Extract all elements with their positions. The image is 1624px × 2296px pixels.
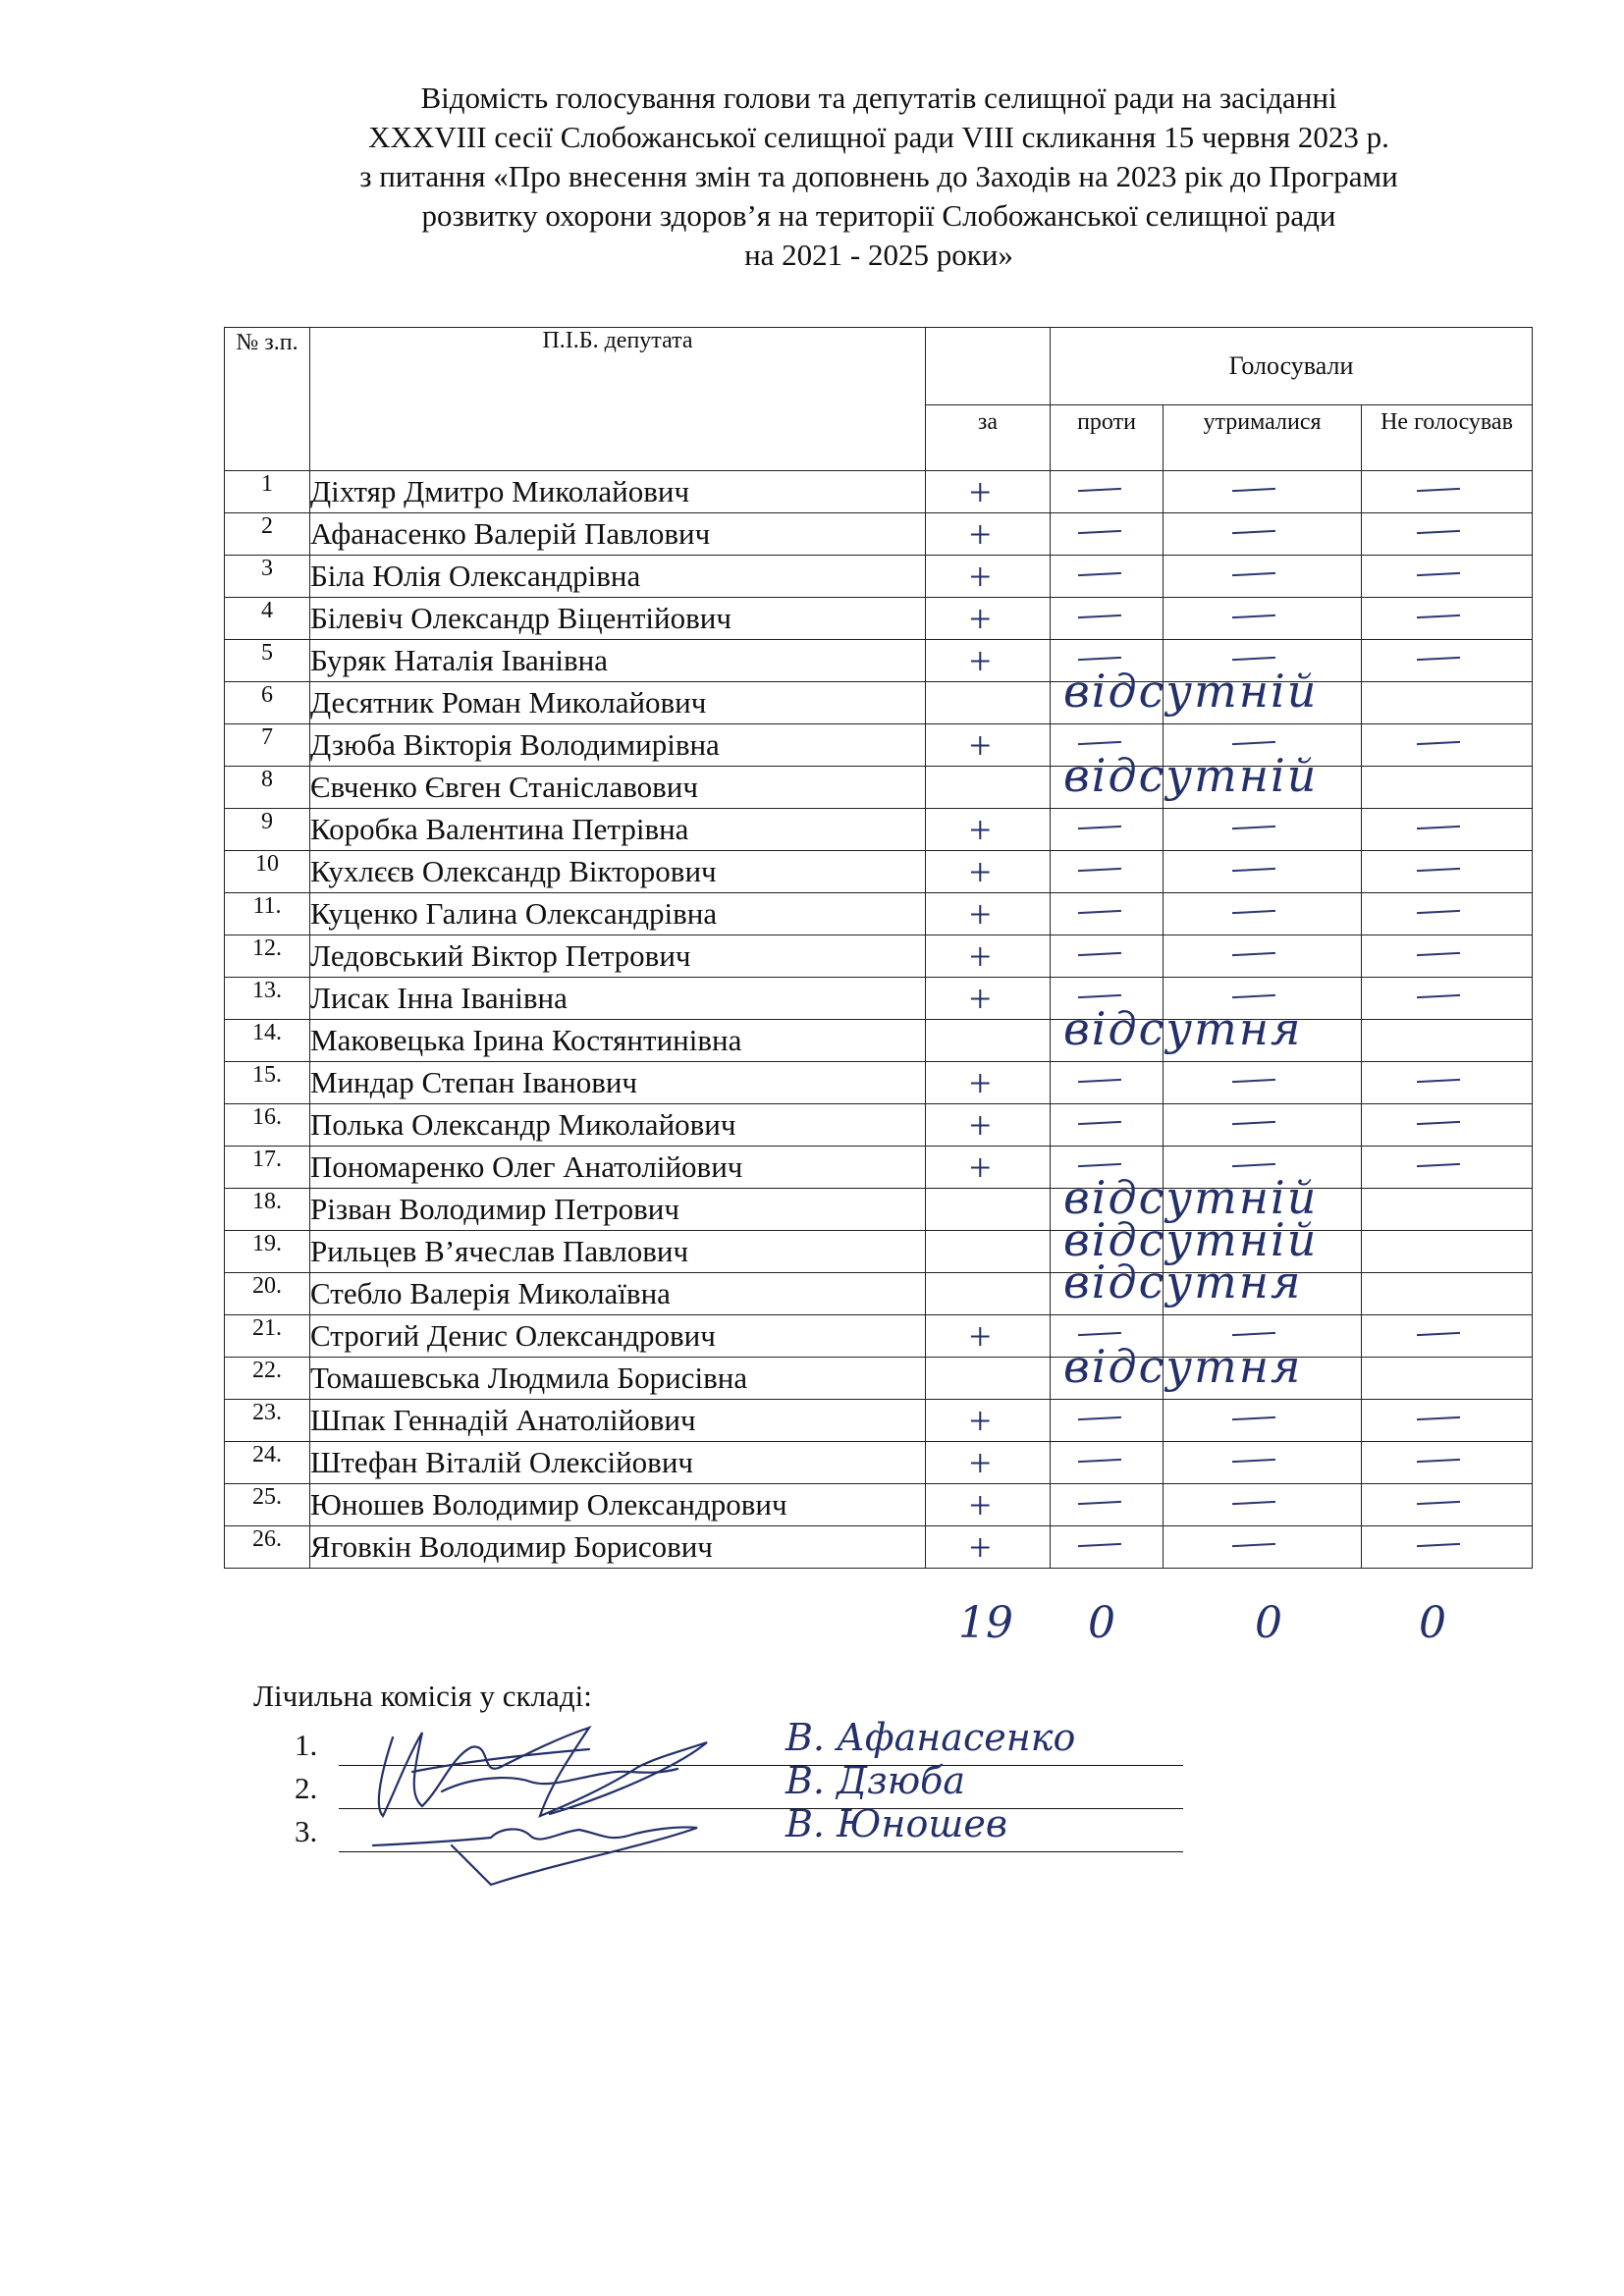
row-number: 11. [225, 893, 310, 935]
title-line-1: Відомість голосування голови та депутатів селищної ради на засіданні [420, 80, 1337, 115]
handwritten-dash-mark [1232, 1163, 1275, 1167]
handwritten-dash-mark [1078, 868, 1121, 872]
handwritten-dash-mark [1232, 1079, 1275, 1083]
vote-for-cell [926, 1002, 1303, 1062]
member-name-1: В. Афанасенко [785, 1716, 1076, 1759]
handwritten-plus-mark: + [969, 1103, 992, 1148]
title-line-4: розвитку охорони здоров’я на території Слобожанської селищної ради [421, 198, 1336, 233]
handwritten-plus-mark: + [969, 555, 992, 599]
deputy-name: Коробка Валентина Петрівна [310, 809, 926, 851]
header-num [225, 328, 310, 471]
deputy-name: Маковецька Ірина Костянтинівна [310, 1020, 926, 1062]
vote-against-cell [1051, 471, 1164, 513]
handwritten-dash-mark [1078, 910, 1121, 914]
vote-for-cell [926, 809, 1051, 851]
row-number: 23. [225, 1400, 310, 1442]
table-row [225, 640, 1533, 682]
row-number: 24. [225, 1442, 310, 1484]
handwritten-plus-mark: + [969, 597, 992, 641]
row-number: 6 [225, 682, 310, 724]
vote-not-voted-cell [1362, 1189, 1533, 1231]
row-number: 21. [225, 1315, 310, 1358]
vote-not-voted-cell [1362, 640, 1533, 682]
deputy-name: Яговкін Володимир Борисович [310, 1526, 926, 1569]
handwritten-plus-mark: + [969, 808, 992, 852]
handwritten-dash-mark [1417, 1543, 1460, 1547]
vote-not-voted-cell [1362, 724, 1533, 767]
header-blank [926, 328, 1051, 405]
handwritten-dash-mark [1078, 826, 1121, 829]
row-number: 25. [225, 1484, 310, 1526]
document-title [226, 79, 1532, 275]
handwritten-dash-mark [1078, 1121, 1121, 1125]
handwritten-plus-mark: + [969, 470, 992, 514]
table-row [225, 1315, 1533, 1358]
handwritten-dash-mark [1078, 572, 1121, 576]
absent-handwritten-note: відсутня [1063, 1340, 1303, 1393]
handwritten-dash-mark [1232, 910, 1275, 914]
table-row [225, 1358, 1533, 1400]
vote-for-cell [926, 851, 1051, 893]
table-row [225, 1484, 1533, 1526]
handwritten-plus-mark: + [969, 723, 992, 768]
vote-for-cell [926, 1484, 1051, 1526]
vote-abstained-cell [1164, 1062, 1362, 1104]
deputy-name: Строгий Денис Олександрович [310, 1315, 926, 1358]
handwritten-plus-mark: + [969, 1146, 992, 1190]
handwritten-dash-mark [1078, 488, 1121, 492]
member-name-2: В. Дзюба [785, 1759, 966, 1802]
vote-abstained-cell [1164, 893, 1362, 935]
row-number: 2 [225, 513, 310, 556]
handwritten-dash-mark [1232, 1501, 1275, 1505]
handwritten-dash-mark [1232, 1459, 1275, 1463]
table-row [225, 893, 1533, 935]
vote-not-voted-cell [1362, 1400, 1533, 1442]
vote-not-voted-cell [1362, 1273, 1533, 1315]
title-line-5: на 2021 - 2025 роки» [744, 238, 1013, 272]
vote-against-cell [1051, 893, 1164, 935]
vote-against-cell [1051, 851, 1164, 893]
handwritten-dash-mark [1078, 530, 1121, 534]
table-row [225, 682, 1533, 724]
header-not-voted [1362, 405, 1533, 471]
row-number: 18. [225, 1189, 310, 1231]
row-number: 1 [225, 471, 310, 513]
title-line-2: XXXVIII сесії Слобожанської селищної ради VIII скликання 15 червня 2023 р. [368, 120, 1389, 154]
vote-for-cell [926, 598, 1051, 640]
handwritten-dash-mark [1417, 572, 1460, 576]
vote-against-cell [1051, 1400, 1164, 1442]
deputy-name: Діхтяр Дмитро Миколайович [310, 471, 926, 513]
vote-against-cell [1051, 513, 1164, 556]
handwritten-dash-mark [1078, 1079, 1121, 1083]
member-num-2: 2. [295, 1771, 318, 1805]
deputy-name: Десятник Роман Миколайович [310, 682, 926, 724]
handwritten-dash-mark [1232, 826, 1275, 829]
vote-not-voted-cell [1362, 893, 1533, 935]
deputy-name: Афанасенко Валерій Павлович [310, 513, 926, 556]
vote-not-voted-cell [1362, 935, 1533, 978]
row-number: 9 [225, 809, 310, 851]
handwritten-dash-mark [1232, 614, 1275, 618]
vote-abstained-cell [1164, 556, 1362, 598]
deputy-name: Дзюба Вікторія Володимирівна [310, 724, 926, 767]
absent-handwritten-note: відсутня [1063, 1255, 1303, 1308]
deputy-name: Куценко Галина Олександрівна [310, 893, 926, 935]
deputy-name: Юношев Володимир Олександрович [310, 1484, 926, 1526]
vote-for-cell [926, 1213, 1319, 1273]
deputy-name: Рильцев В’ячеслав Павлович [310, 1231, 926, 1273]
vote-for-cell [926, 1147, 1051, 1189]
vote-for-cell [926, 724, 1051, 767]
vote-abstained-cell [1164, 809, 1362, 851]
total-abstained: 0 [1255, 1598, 1282, 1648]
vote-not-voted-cell [1362, 851, 1533, 893]
table-row [225, 513, 1533, 556]
handwritten-dash-mark [1232, 952, 1275, 956]
handwritten-dash-mark [1417, 657, 1460, 661]
table-row [225, 978, 1533, 1020]
handwritten-dash-mark [1232, 994, 1275, 998]
handwritten-dash-mark [1232, 657, 1275, 661]
vote-not-voted-cell [1362, 1020, 1533, 1062]
row-number: 5 [225, 640, 310, 682]
vote-for-cell [926, 513, 1051, 556]
header-name-label: П.І.Б. депутата [542, 328, 693, 353]
row-number: 3 [225, 556, 310, 598]
handwritten-plus-mark: + [969, 892, 992, 936]
handwritten-dash-mark [1078, 1416, 1121, 1420]
vote-abstained-cell [1164, 1400, 1362, 1442]
handwritten-dash-mark [1417, 952, 1460, 956]
table-row [225, 809, 1533, 851]
handwritten-dash-mark [1417, 868, 1460, 872]
row-number: 15. [225, 1062, 310, 1104]
total-for: 19 [958, 1598, 1013, 1648]
vote-abstained-cell [1164, 513, 1362, 556]
vote-not-voted-cell [1362, 1147, 1533, 1189]
header-for: за [926, 405, 1051, 471]
handwritten-dash-mark [1232, 741, 1275, 745]
vote-against-cell [1051, 556, 1164, 598]
vote-against-cell [1051, 598, 1164, 640]
row-number: 17. [225, 1147, 310, 1189]
absent-handwritten-note: відсутній [1063, 665, 1319, 718]
handwritten-dash-mark [1417, 1416, 1460, 1420]
deputy-name: Полька Олександр Миколайович [310, 1104, 926, 1147]
handwritten-dash-mark [1417, 741, 1460, 745]
vote-against-cell [1051, 1484, 1164, 1526]
deputy-name: Різван Володимир Петрович [310, 1189, 926, 1231]
vote-for-cell [926, 1315, 1051, 1358]
vote-abstained-cell [1164, 851, 1362, 893]
handwritten-dash-mark [1417, 1163, 1460, 1167]
vote-against-cell [1051, 1062, 1164, 1104]
handwritten-dash-mark [1417, 826, 1460, 829]
vote-for-cell [926, 978, 1051, 1020]
vote-not-voted-cell [1362, 1062, 1533, 1104]
handwritten-dash-mark [1078, 741, 1121, 745]
deputy-name: Білевіч Олександр Віцентійович [310, 598, 926, 640]
deputy-name: Кухлєєв Олександр Вікторович [310, 851, 926, 893]
vote-not-voted-cell [1362, 513, 1533, 556]
handwritten-plus-mark: + [969, 934, 992, 979]
deputy-name: Ледовський Віктор Петрович [310, 935, 926, 978]
vote-not-voted-cell [1362, 1526, 1533, 1569]
header-not-voted-label: Не голосував [1380, 409, 1513, 435]
handwritten-dash-mark [1417, 1332, 1460, 1336]
handwritten-plus-mark: + [969, 1314, 992, 1359]
table-row [225, 935, 1533, 978]
vote-not-voted-cell [1362, 1442, 1533, 1484]
handwritten-dash-mark [1232, 488, 1275, 492]
handwritten-dash-mark [1232, 572, 1275, 576]
title-line-3: з питання «Про внесення змін та доповнень до Заходів на 2023 рік до Програми [359, 159, 1398, 193]
handwritten-dash-mark [1417, 488, 1460, 492]
handwritten-plus-mark: + [969, 512, 992, 557]
vote-for-cell [926, 935, 1051, 978]
vote-abstained-cell [1164, 1526, 1362, 1569]
row-number: 13. [225, 978, 310, 1020]
handwritten-plus-mark: + [969, 977, 992, 1021]
vote-for-cell [926, 1171, 1319, 1231]
handwritten-dash-mark [1232, 868, 1275, 872]
row-number: 10 [225, 851, 310, 893]
vote-for-cell [926, 1442, 1051, 1484]
handwritten-dash-mark [1232, 1543, 1275, 1547]
member-name-3: В. Юношев [785, 1802, 1007, 1845]
vote-for-cell [926, 1526, 1051, 1569]
vote-not-voted-cell [1362, 1231, 1533, 1273]
header-name [310, 328, 926, 471]
row-number: 12. [225, 935, 310, 978]
deputy-name: Лисак Інна Іванівна [310, 978, 926, 1020]
row-number: 16. [225, 1104, 310, 1147]
handwritten-dash-mark [1078, 614, 1121, 618]
deputy-name: Буряк Наталія Іванівна [310, 640, 926, 682]
handwritten-plus-mark: + [969, 1525, 992, 1570]
vote-against-cell [1051, 1526, 1164, 1569]
vote-for-cell [926, 749, 1319, 809]
table-row [225, 1104, 1533, 1147]
row-number: 8 [225, 767, 310, 809]
table-row [225, 1231, 1533, 1273]
absent-handwritten-note: відсутній [1063, 749, 1319, 802]
vote-not-voted-cell [1362, 767, 1533, 809]
deputy-name: Євченко Євген Станіславович [310, 767, 926, 809]
vote-for-cell [926, 1400, 1051, 1442]
handwritten-dash-mark [1417, 614, 1460, 618]
row-number: 14. [225, 1020, 310, 1062]
vote-for-cell [926, 1062, 1051, 1104]
handwritten-dash-mark [1232, 1121, 1275, 1125]
table-row [225, 851, 1533, 893]
vote-for-cell [926, 556, 1051, 598]
handwritten-dash-mark [1078, 1332, 1121, 1336]
handwritten-dash-mark [1078, 994, 1121, 998]
total-against: 0 [1088, 1598, 1115, 1648]
vote-not-voted-cell [1362, 471, 1533, 513]
vote-not-voted-cell [1362, 1484, 1533, 1526]
vote-not-voted-cell [1362, 1104, 1533, 1147]
vote-for-cell [926, 471, 1051, 513]
deputy-name: Біла Юлія Олександрівна [310, 556, 926, 598]
vote-not-voted-cell [1362, 598, 1533, 640]
vote-for-cell [926, 1255, 1303, 1315]
header-abstained: утрималися [1164, 405, 1362, 471]
vote-for-cell [926, 1104, 1051, 1147]
vote-not-voted-cell [1362, 1315, 1533, 1358]
table-row [225, 1062, 1533, 1104]
handwritten-dash-mark [1078, 952, 1121, 956]
vote-abstained-cell [1164, 1442, 1362, 1484]
header-num-label: № з.п. [236, 330, 298, 355]
vote-for-cell [926, 1340, 1303, 1400]
table-row [225, 1526, 1533, 1569]
member-num-3: 3. [295, 1814, 318, 1848]
handwritten-dash-mark [1417, 1459, 1460, 1463]
handwritten-dash-mark [1078, 1543, 1121, 1547]
vote-abstained-cell [1164, 598, 1362, 640]
handwritten-dash-mark [1078, 657, 1121, 661]
handwritten-dash-mark [1417, 530, 1460, 534]
table-row [225, 1400, 1533, 1442]
absent-handwritten-note: відсутній [1063, 1171, 1319, 1224]
handwritten-dash-mark [1232, 1416, 1275, 1420]
voting-table [224, 327, 1533, 1569]
vote-not-voted-cell [1362, 809, 1533, 851]
table-row [225, 598, 1533, 640]
vote-for-cell [926, 893, 1051, 935]
vote-not-voted-cell [1362, 1358, 1533, 1400]
vote-for-cell [926, 665, 1319, 724]
handwritten-dash-mark [1417, 1501, 1460, 1505]
vote-not-voted-cell [1362, 978, 1533, 1020]
handwritten-dash-mark [1078, 1501, 1121, 1505]
table-row [225, 556, 1533, 598]
vote-against-cell [1051, 1104, 1164, 1147]
table-row [225, 724, 1533, 767]
row-number: 20. [225, 1273, 310, 1315]
table-row [225, 767, 1533, 809]
vote-abstained-cell [1164, 1484, 1362, 1526]
total-not-voted: 0 [1419, 1598, 1446, 1648]
handwritten-plus-mark: + [969, 1061, 992, 1105]
table-body [225, 471, 1533, 1569]
handwritten-dash-mark [1417, 994, 1460, 998]
handwritten-signatures [353, 1698, 805, 1895]
deputy-name: Миндар Степан Іванович [310, 1062, 926, 1104]
vote-against-cell [1051, 935, 1164, 978]
vote-not-voted-cell [1362, 556, 1533, 598]
handwritten-dash-mark [1232, 1332, 1275, 1336]
commission-label: Лічильна комісія у складі: [253, 1679, 592, 1713]
row-number: 26. [225, 1526, 310, 1569]
handwritten-dash-mark [1232, 530, 1275, 534]
deputy-name: Томашевська Людмила Борисівна [310, 1358, 926, 1400]
vote-against-cell [1051, 809, 1164, 851]
handwritten-plus-mark: + [969, 1483, 992, 1527]
handwritten-dash-mark [1417, 1121, 1460, 1125]
handwritten-plus-mark: + [969, 1441, 992, 1485]
header-voted: Голосували [1051, 328, 1533, 405]
handwritten-dash-mark [1078, 1459, 1121, 1463]
vote-for-cell [926, 640, 1051, 682]
absent-handwritten-note: відсутній [1063, 1213, 1319, 1266]
deputy-name: Стебло Валерія Миколаївна [310, 1273, 926, 1315]
row-number: 19. [225, 1231, 310, 1273]
row-number: 7 [225, 724, 310, 767]
header-against: проти [1051, 405, 1164, 471]
handwritten-plus-mark: + [969, 639, 992, 683]
absent-handwritten-note: відсутня [1063, 1002, 1303, 1055]
handwritten-plus-mark: + [969, 850, 992, 894]
table-row [225, 1442, 1533, 1484]
handwritten-plus-mark: + [969, 1399, 992, 1443]
table-row [225, 1020, 1533, 1062]
vote-abstained-cell [1164, 935, 1362, 978]
vote-abstained-cell [1164, 1104, 1362, 1147]
table-row [225, 1189, 1533, 1231]
vote-abstained-cell [1164, 471, 1362, 513]
member-num-1: 1. [295, 1728, 318, 1762]
handwritten-dash-mark [1417, 910, 1460, 914]
deputy-name: Шпак Геннадій Анатолійович [310, 1400, 926, 1442]
vote-against-cell [1051, 1442, 1164, 1484]
handwritten-dash-mark [1078, 1163, 1121, 1167]
table-row [225, 1147, 1533, 1189]
row-number: 4 [225, 598, 310, 640]
table-row [225, 1273, 1533, 1315]
handwritten-dash-mark [1417, 1079, 1460, 1083]
vote-not-voted-cell [1362, 682, 1533, 724]
deputy-name: Штефан Віталій Олексійович [310, 1442, 926, 1484]
table-row [225, 471, 1533, 513]
row-number: 22. [225, 1358, 310, 1400]
deputy-name: Пономаренко Олег Анатолійович [310, 1147, 926, 1189]
